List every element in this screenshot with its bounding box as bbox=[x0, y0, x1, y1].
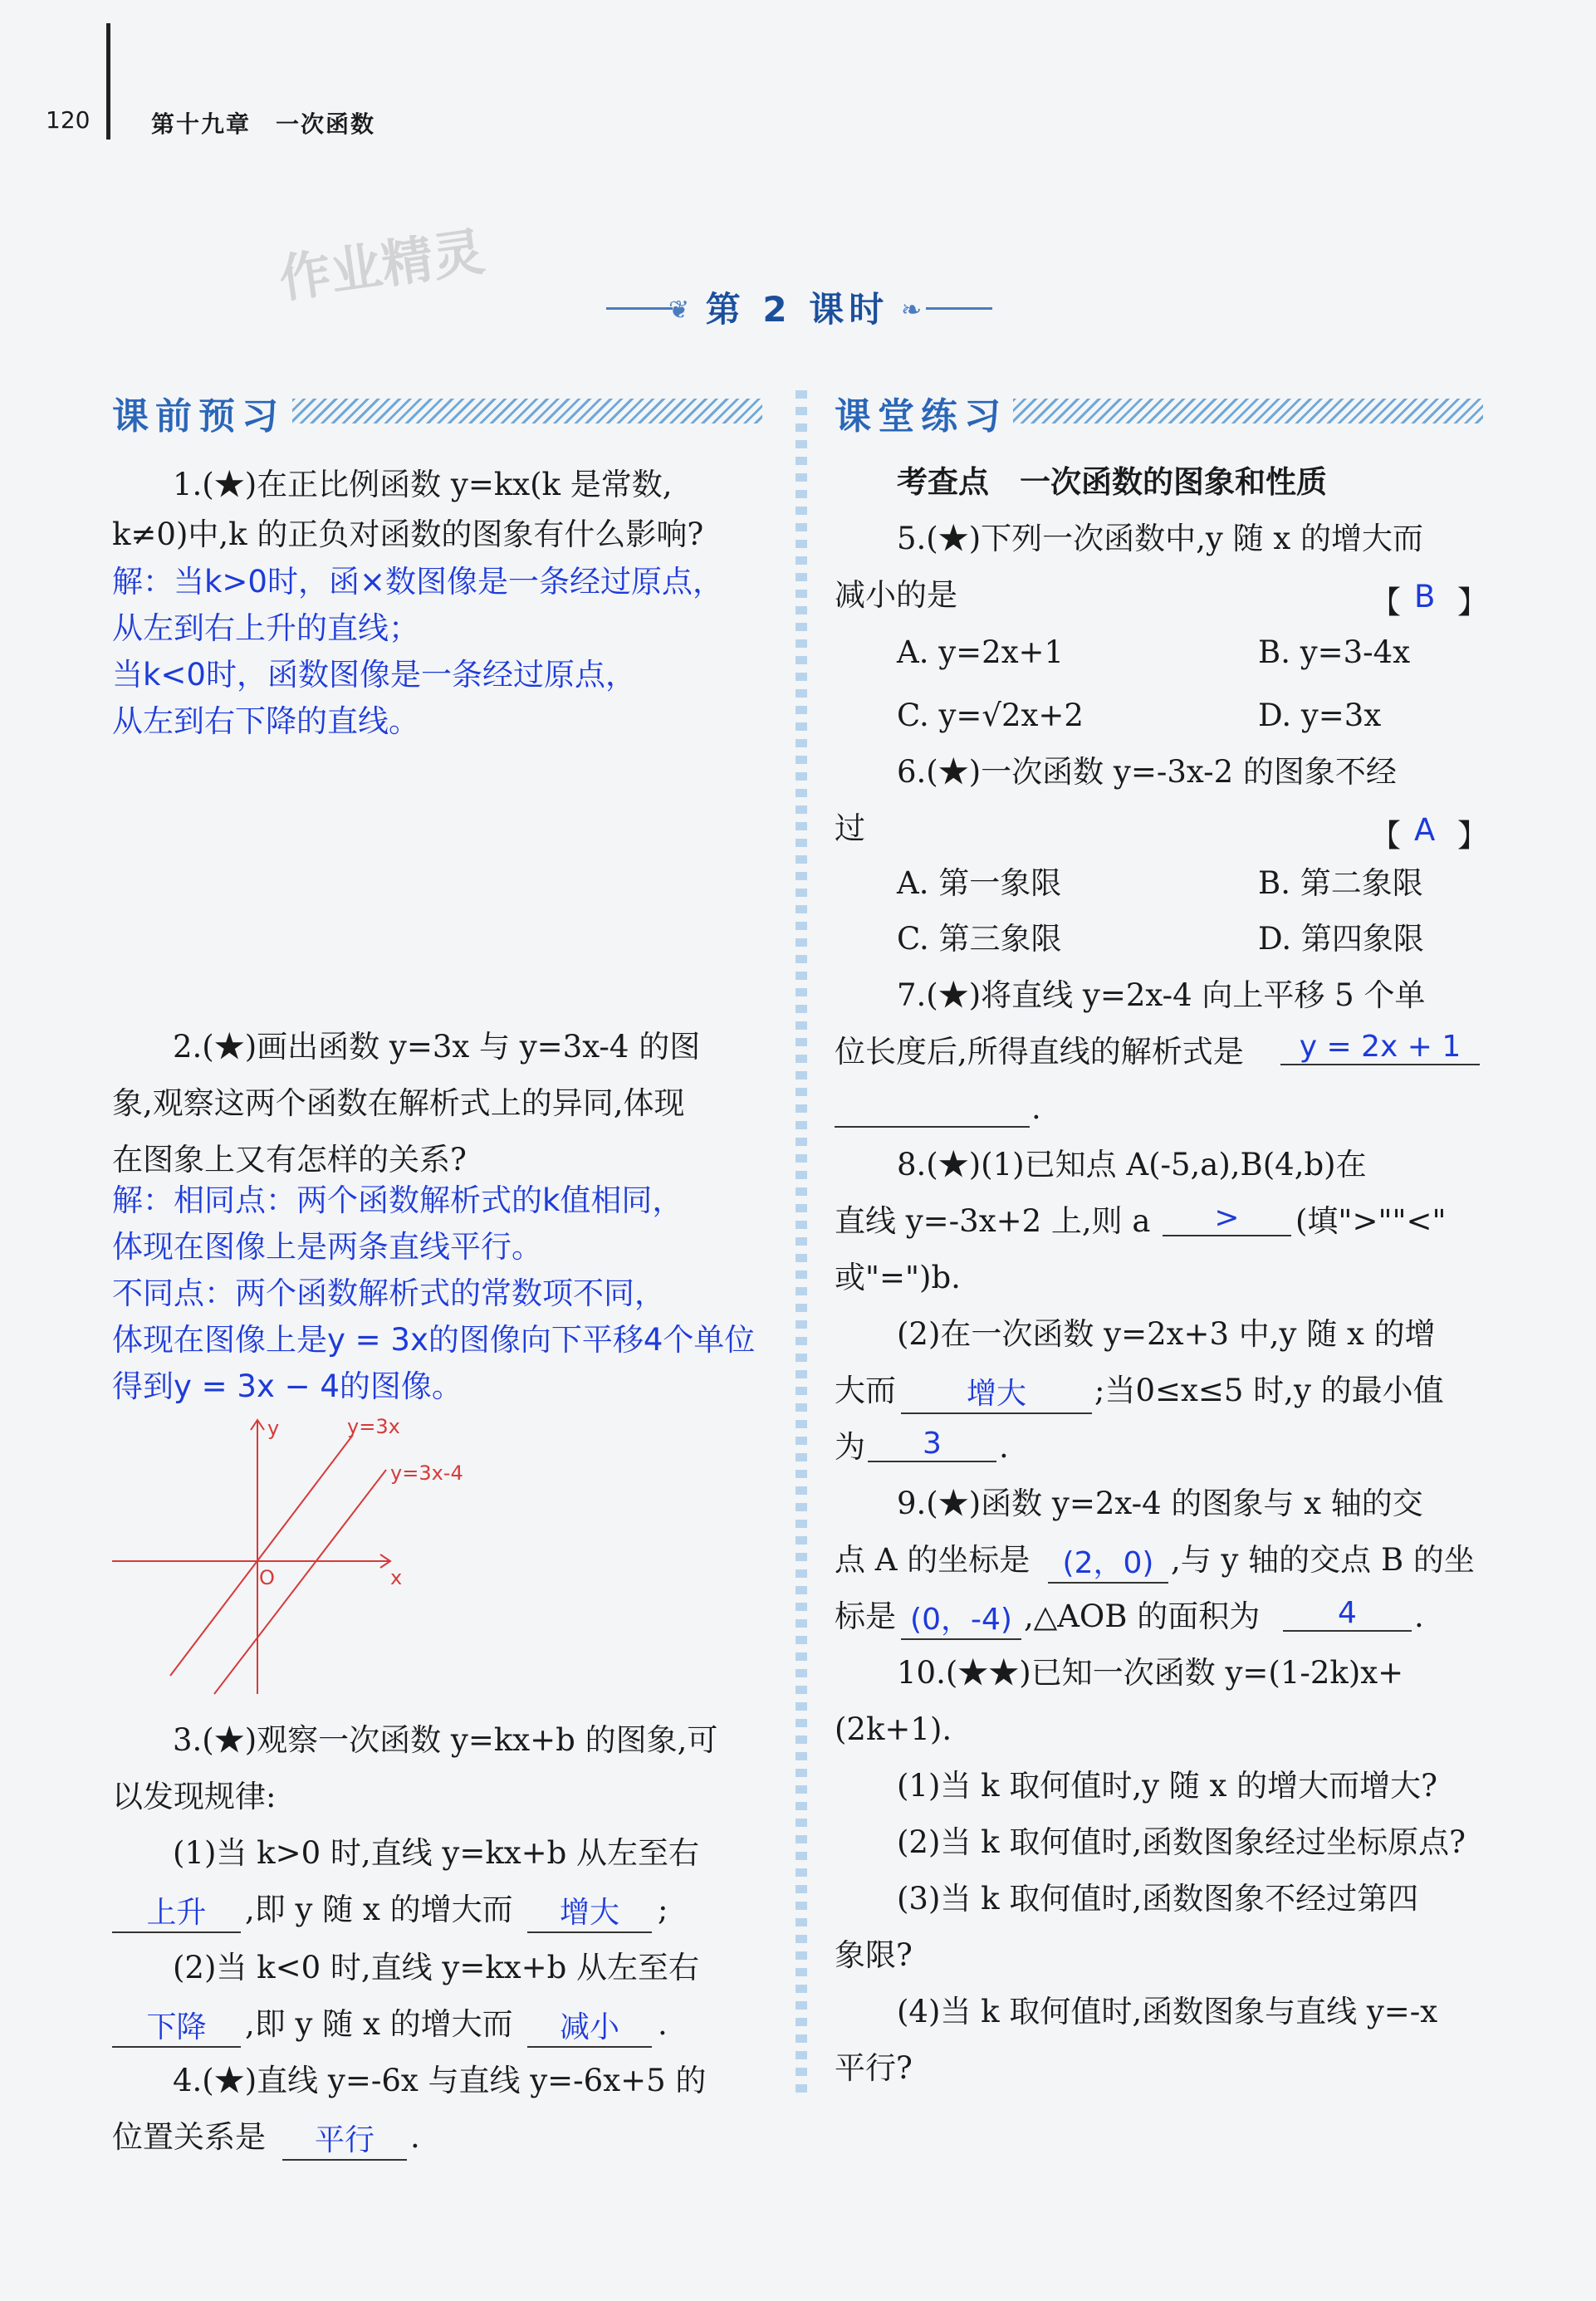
column-divider bbox=[796, 390, 807, 2093]
q6-option-d: D. 第四象限 bbox=[1258, 921, 1424, 957]
a1-line2: 从左到右上升的直线； bbox=[112, 610, 419, 646]
q3-p1-answer2: 增大 bbox=[527, 1889, 652, 1933]
q9-line2a: 点 A 的坐标是 bbox=[835, 1542, 1031, 1578]
q3-p1: (1)当 k>0 时,直线 y=kx+b 从左至右 bbox=[173, 1835, 700, 1871]
line2-label: y=3x-4 bbox=[390, 1461, 463, 1485]
q5-option-d: D. y=3x bbox=[1258, 698, 1382, 733]
q6-option-a: A. 第一象限 bbox=[897, 865, 1062, 901]
ornament-right-icon: ❧ bbox=[901, 296, 923, 325]
hand-drawn-graph bbox=[108, 1412, 473, 1698]
q7-answer: y = 2x + 1 bbox=[1280, 1030, 1480, 1065]
q3-p1-mid: ,即 y 随 x 的增大而 bbox=[245, 1892, 513, 1927]
line1-label: y=3x bbox=[347, 1415, 400, 1438]
q5-option-a: A. y=2x+1 bbox=[897, 634, 1065, 670]
q9-line2b: ,与 y 轴的交点 B 的坐 bbox=[1171, 1542, 1475, 1578]
q2-line1: 2.(★)画出函数 y=3x 与 y=3x-4 的图 bbox=[173, 1029, 701, 1065]
q8-p2e: . bbox=[999, 1429, 1009, 1465]
q5-line1: 5.(★)下列一次函数中,y 随 x 的增大而 bbox=[897, 521, 1423, 556]
q9-answer2: (0，-4) bbox=[901, 1596, 1021, 1640]
ornament-left-icon: ❦ bbox=[668, 296, 690, 325]
q2-line3: 在图象上又有怎样的关系? bbox=[112, 1142, 467, 1177]
q3-p2-mid: ,即 y 随 x 的增大而 bbox=[245, 2006, 513, 2042]
q2-line2: 象,观察这两个函数在解析式上的异同,体现 bbox=[112, 1085, 685, 1121]
q4-line2: 位置关系是 bbox=[112, 2119, 266, 2155]
q6-option-b: B. 第二象限 bbox=[1258, 865, 1423, 901]
q6-option-c: C. 第三象限 bbox=[897, 921, 1062, 957]
q9-line3b: ,△AOB 的面积为 bbox=[1024, 1598, 1261, 1634]
q1-line2: k≠0)中,k 的正负对函数的图象有什么影响? bbox=[112, 517, 704, 552]
q4-answer: 平行 bbox=[282, 2117, 407, 2161]
q8-line2b: (填">""<" bbox=[1295, 1203, 1447, 1239]
q8-p2c: ;当0≤x≤5 时,y 的最小值 bbox=[1094, 1373, 1444, 1408]
q10-part3: (3)当 k 取何值时,函数图象不经过第四 bbox=[897, 1881, 1419, 1917]
q3-line2: 以发现规律: bbox=[112, 1779, 277, 1814]
a1-line3: 当k<0时，函数图像是一条经过原点， bbox=[112, 657, 636, 693]
q3-p2-answer2: 减小 bbox=[527, 2004, 652, 2048]
q8-line1: 8.(★)(1)已知点 A(-5,a),B(4,b)在 bbox=[897, 1147, 1367, 1182]
q8-p2b: 大而 bbox=[835, 1373, 896, 1408]
q9-answer1: (2，0) bbox=[1048, 1540, 1168, 1584]
q8-answer1: > bbox=[1163, 1201, 1291, 1236]
q9-line1: 9.(★)函数 y=2x-4 的图象与 x 轴的交 bbox=[897, 1486, 1423, 1521]
q8-line2a: 直线 y=-3x+2 上,则 a bbox=[835, 1203, 1151, 1239]
q10-part1: (1)当 k 取何值时,y 随 x 的增大而增大? bbox=[897, 1768, 1438, 1804]
q7-line1: 7.(★)将直线 y=2x-4 向上平移 5 个单 bbox=[897, 977, 1426, 1013]
line-y-3x bbox=[170, 1435, 353, 1676]
q10-line1: 10.(★★)已知一次函数 y=(1-2k)x+ bbox=[897, 1655, 1404, 1691]
q4-end: . bbox=[410, 2119, 420, 2155]
section-preview-heading: 课前预习 bbox=[112, 395, 285, 438]
q3-line1: 3.(★)观察一次函数 y=kx+b 的图象,可 bbox=[173, 1722, 718, 1758]
q8-line3: 或"=")b. bbox=[835, 1260, 961, 1295]
q8-answer3: 3 bbox=[868, 1427, 996, 1462]
lesson-rule-right bbox=[926, 307, 992, 310]
q5-bracket-close-icon: 】 bbox=[1457, 585, 1488, 620]
watermark: 作业精灵 bbox=[275, 221, 488, 310]
a2-line3: 不同点：两个函数解析式的常数项不同， bbox=[112, 1275, 665, 1311]
q3-p2-end: . bbox=[658, 2006, 668, 2042]
a1-line1: 解：当k>0时，函×数图像是一条经过原点， bbox=[112, 564, 723, 600]
a2-line4: 体现在图像上是y = 3x的图像向下平移4个单位 bbox=[112, 1322, 756, 1358]
q7-answer-continuation-blank bbox=[835, 1126, 1030, 1128]
y-axis-label: y bbox=[267, 1417, 280, 1440]
q7-end: . bbox=[1031, 1090, 1041, 1126]
q3-p2: (2)当 k<0 时,直线 y=kx+b 从左至右 bbox=[173, 1950, 700, 1985]
q5-bracket-open-icon: 【 bbox=[1370, 585, 1401, 620]
q10-part4b: 平行? bbox=[835, 2050, 913, 2086]
chapter-title: 第十九章 一次函数 bbox=[151, 110, 376, 138]
section-hatch-left bbox=[292, 399, 762, 423]
q7-line2: 位长度后,所得直线的解析式是 bbox=[835, 1034, 1244, 1070]
topic-title: 考查点 一次函数的图象和性质 bbox=[897, 464, 1327, 500]
q9-line3c: . bbox=[1414, 1598, 1424, 1634]
q6-bracket-close-icon: 】 bbox=[1457, 818, 1488, 854]
q9-line3a: 标是 bbox=[835, 1598, 896, 1634]
q10-line2: (2k+1). bbox=[835, 1711, 952, 1747]
a2-line5: 得到y = 3x − 4的图像。 bbox=[112, 1368, 463, 1404]
q5-answer: B bbox=[1414, 579, 1436, 614]
header-rule bbox=[106, 23, 110, 140]
origin-label: O bbox=[259, 1566, 275, 1589]
q3-p1-end: ; bbox=[658, 1892, 668, 1927]
q6-answer: A bbox=[1414, 812, 1436, 848]
lesson-title: 第 2 课时 bbox=[705, 289, 889, 330]
q9-answer3: 4 bbox=[1283, 1596, 1412, 1632]
section-practice-heading: 课堂练习 bbox=[835, 395, 1007, 438]
q6-line2: 过 bbox=[835, 810, 865, 846]
q10-part3b: 象限? bbox=[835, 1937, 913, 1973]
q10-part2: (2)当 k 取何值时,函数图象经过坐标原点? bbox=[897, 1824, 1466, 1860]
q10-part4: (4)当 k 取何值时,函数图象与直线 y=-x bbox=[897, 1994, 1438, 2029]
section-hatch-right bbox=[1013, 399, 1483, 423]
q8-p2d: 为 bbox=[835, 1429, 865, 1465]
q5-line2: 减小的是 bbox=[835, 577, 957, 613]
q1-line1: 1.(★)在正比例函数 y=kx(k 是常数, bbox=[173, 467, 673, 502]
q5-option-c: C. y=√2x+2 bbox=[897, 698, 1084, 733]
a2-line1: 解：相同点：两个函数解析式的k值相同， bbox=[112, 1182, 683, 1218]
x-axis-label: x bbox=[390, 1566, 403, 1589]
q8-p2: (2)在一次函数 y=2x+3 中,y 随 x 的增 bbox=[897, 1316, 1436, 1352]
page-number: 120 bbox=[46, 106, 91, 134]
q6-bracket-open-icon: 【 bbox=[1370, 818, 1401, 854]
q3-p1-answer1: 上升 bbox=[112, 1889, 241, 1933]
q5-option-b: B. y=3-4x bbox=[1258, 634, 1411, 670]
q4-line1: 4.(★)直线 y=-6x 与直线 y=-6x+5 的 bbox=[173, 2063, 707, 2098]
a2-line2: 体现在图像上是两条直线平行。 bbox=[112, 1229, 542, 1265]
a1-line4: 从左到右下降的直线。 bbox=[112, 703, 419, 739]
q3-p2-answer1: 下降 bbox=[112, 2004, 241, 2048]
q8-answer2: 增大 bbox=[901, 1370, 1092, 1414]
q6-line1: 6.(★)一次函数 y=-3x-2 的图象不经 bbox=[897, 754, 1397, 790]
